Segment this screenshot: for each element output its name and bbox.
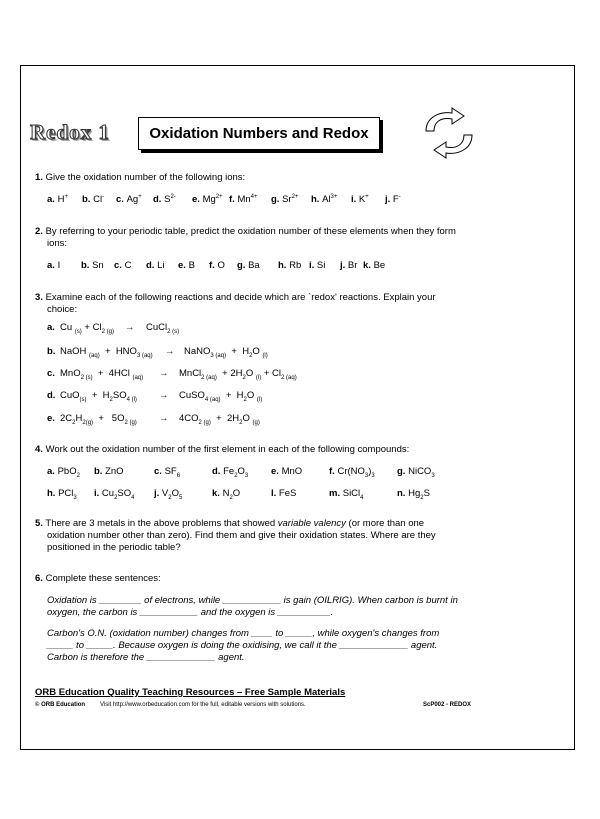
compound-item: j. $V_2O_5$: [154, 488, 183, 501]
q5-text-a: There are 3 metals in the above problems that showed: [45, 518, 278, 529]
compound-item: b. ZnO: [94, 466, 124, 477]
redox-cycle-icon: [418, 107, 480, 159]
reaction-arrow: →: [159, 368, 169, 379]
ion-item: k. Be: [363, 260, 386, 271]
reaction-lhs: NaOH $_{(aq)} + HNO_{3 (aq)}$: [60, 346, 153, 359]
q3-prompt: [35, 292, 515, 316]
q6-sentence2: [47, 628, 537, 664]
reaction-c: [47, 368, 297, 381]
reaction-letter: d.: [47, 390, 56, 401]
ion-item: a. H+: [47, 193, 68, 205]
reaction-letter: e.: [47, 413, 55, 424]
q3-text-line1: Examine each of the following reactions and decide which are `redox' reactions. Explain your: [45, 292, 436, 303]
q2-text-line2: ions:: [47, 238, 68, 249]
logo-redox: Redox 1: [30, 120, 110, 144]
q5-text-b: (or more than one: [345, 518, 425, 529]
ion-item: i. Si: [309, 260, 326, 271]
footer-visit-text: Visit http://www.orbeducation.com for the full, editable versions with solutions.: [100, 702, 306, 708]
reaction-arrow: →: [159, 390, 169, 401]
q5-prompt: [35, 518, 515, 554]
reaction-lhs: $CuO_{(s)} + H_2SO_{4 (l)}$: [60, 390, 137, 403]
reaction-rhs: $4CO_{2 (g)} + 2H_2O$ $_{(g)}$: [179, 413, 260, 426]
q3-text-line2: choice:: [47, 304, 78, 315]
footer-title: ORB Education Quality Teaching Resources – Free Sample Materials: [35, 687, 346, 698]
compound-item: g. NiCO$_3$: [397, 466, 435, 479]
reaction-d: [47, 390, 263, 403]
compound-item: n. $Hg_2S$: [397, 488, 430, 501]
ion-item: h. $Al^{3+}$: [311, 193, 338, 205]
reaction-arrow: →: [125, 322, 135, 333]
ion-item: j. Br: [340, 260, 358, 271]
compound-item: h. PCl$_3$: [47, 488, 77, 501]
q6-text: Complete these sentences:: [45, 573, 161, 584]
reaction-lhs: MnO$_{2 (s)}$ + 4HCl $_{(aq)}$: [60, 368, 144, 381]
q1-number: 1.: [35, 172, 43, 183]
compound-item: e. MnO: [271, 466, 303, 477]
q2-prompt: [35, 226, 515, 250]
compound-item: c. $SF_6$: [154, 466, 181, 479]
reaction-e: [47, 413, 260, 426]
q5-italic-term: variable valency: [277, 518, 346, 529]
q6-number: 6.: [35, 573, 43, 584]
q4-text: Work out the oxidation number of the first element in each of the following compounds:: [45, 444, 410, 455]
reaction-letter: a.: [47, 322, 55, 333]
ion-item: e. B: [178, 260, 195, 271]
ion-item: i. K+: [351, 193, 369, 205]
footer-code: ScP002 - REDOX: [423, 702, 472, 708]
q5-number: 5.: [35, 518, 43, 529]
ion-item: d. Li: [146, 260, 165, 271]
reaction-letter: c.: [47, 368, 55, 379]
q6-s2-line3: Carbon is therefore the _____________ agent.: [47, 652, 245, 663]
reaction-rhs: NaNO$_{3 (aq)}$ + $H_2O$ $_{(l)}$: [184, 346, 268, 359]
ion-item: d. $S^{2-}$: [153, 193, 176, 205]
reaction-lhs: Cu $_{(s)} + Cl_{2 (g)}$: [60, 322, 114, 335]
reaction-a: [47, 322, 180, 335]
compound-item: f. $Cr(NO_3)_3$: [329, 466, 375, 479]
ion-item: f. $Mn^{4+}$: [229, 193, 258, 205]
ion-item: c. Ag+: [116, 193, 142, 205]
q6-s1-line1: Oxidation is ________ of electrons, while ___________ is gain (OILRIG). When carbon is burnt in: [47, 595, 458, 606]
q2-text-line1: By referring to your periodic table, predict the oxidation number of these elements when they form: [45, 226, 456, 237]
q1-prompt: [35, 172, 245, 184]
reaction-arrow: →: [159, 413, 169, 424]
reaction-b: [47, 346, 268, 359]
ion-item: e. $Mg^{2+}$: [192, 193, 223, 205]
reaction-rhs: CuSO$_{4 (aq)}$ + $H_2O$ $_{(l)}$: [179, 390, 263, 403]
compound-item: l. FeS: [271, 488, 297, 499]
compound-item: i. $Cu_2SO_4$: [94, 488, 135, 501]
reaction-rhs: MnCl$_{2 (aq)}$ + $2H_2O$ $_{(l)} + Cl_{2 (aq)}$: [179, 368, 297, 381]
q6-s2-line2: _____ to _____. Because oxygen is doing the oxidising, we call it the _____________ agent.: [47, 640, 438, 651]
reaction-letter: b.: [47, 346, 56, 357]
ion-item: h. Rb: [278, 260, 302, 271]
q5-text-line2: oxidation number other than zero). Find them and give their oxidation states. Where are they: [47, 530, 436, 541]
page-title: [138, 117, 380, 150]
q4-prompt: [35, 444, 409, 456]
q5-text-line3: positioned in the periodic table?: [47, 542, 181, 553]
reaction-lhs: $2C_2H_{2(g)} + 5O_{2 (g)}$: [60, 413, 137, 426]
q4-number: 4.: [35, 444, 43, 455]
footer-copyright: © ORB Education: [35, 702, 86, 708]
ion-item: g. Ba: [237, 260, 260, 271]
q6-prompt: [35, 573, 161, 585]
compound-item: d. $Fe_2O_3$: [212, 466, 249, 479]
page-title-text: Oxidation Numbers and Redox: [149, 125, 369, 142]
q6-s1-line2: oxygen, the carbon is ___________ and the oxygen is __________.: [47, 607, 334, 618]
q6-s2-line1: Carbon's O.N. (oxidation number) changes from ____ to _____, while oxygen's changes from: [47, 628, 440, 639]
q1-text: Give the oxidation number of the following ions:: [45, 172, 246, 183]
ion-item: a. I: [47, 260, 61, 271]
ion-item: c. C: [114, 260, 132, 271]
compound-item: a. PbO$_2$: [47, 466, 80, 479]
compound-item: m. SiCl$_4$: [329, 488, 364, 501]
ion-item: b. Sn: [81, 260, 104, 271]
ion-item: g. $Sr^{2+}$: [271, 193, 299, 205]
reaction-arrow: →: [165, 346, 175, 357]
ion-item: j. F-: [385, 193, 401, 205]
q3-number: 3.: [35, 292, 43, 303]
q6-sentence1: [47, 595, 537, 619]
q2-number: 2.: [35, 226, 43, 237]
compound-item: k. $N_2O$: [212, 488, 241, 501]
ion-item: f. O: [209, 260, 225, 271]
reaction-rhs: CuCl$_{2 (s)}$: [146, 322, 180, 335]
ion-item: b. Cl-: [82, 193, 105, 205]
